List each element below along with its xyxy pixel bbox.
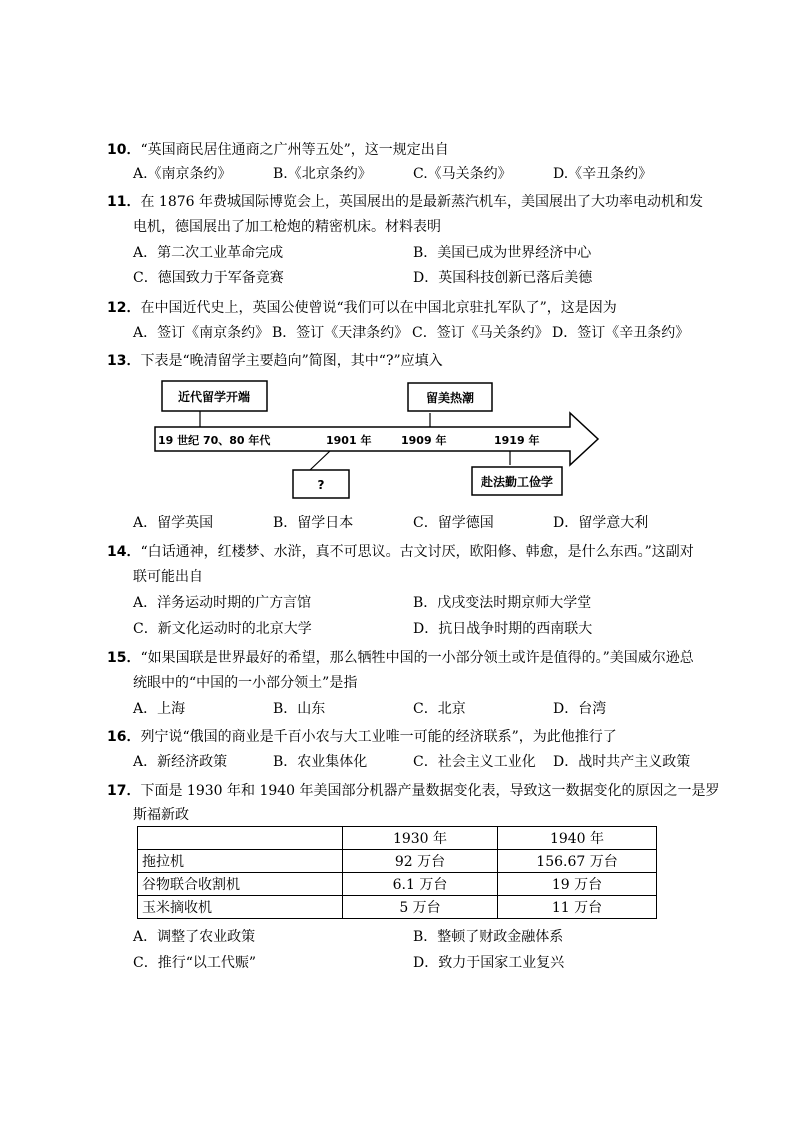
question-stem: “如果国联是世界最好的希望，那么牺牲中国的一小部分领土或许是值得的。”美国威尔逊总	[140, 650, 694, 666]
option-c[interactable]: C．新文化运动时的北京大学	[133, 621, 312, 637]
connector-q	[310, 451, 330, 470]
question-13	[107, 352, 443, 370]
timeline-label-start: 19 世纪 70、80 年代	[158, 434, 271, 447]
option-a[interactable]: A．调整了农业政策	[133, 929, 256, 945]
question-number: 13．	[107, 353, 141, 369]
option-c[interactable]: C．推行“以工代赈”	[133, 955, 257, 971]
option-a[interactable]: A．第二次工业革命完成	[133, 245, 284, 261]
option-a[interactable]: A.《南京条约》	[133, 166, 232, 182]
box-france-label: 赴法勤工俭学	[480, 475, 554, 489]
option-c[interactable]: C．社会主义工业化	[413, 754, 536, 770]
option-a[interactable]: A．签订《南京条约》	[133, 325, 270, 341]
table-cell: 19 万台	[498, 873, 657, 896]
table-cell: 156.67 万台	[498, 850, 657, 873]
timeline-label-1909: 1909 年	[401, 434, 447, 447]
option-a[interactable]: A．上海	[133, 701, 186, 717]
question-stem: “白话通神，红楼梦、水浒，真不可思议。古文讨厌，欧阳修、韩愈，是什么东西。”这副对	[140, 544, 694, 560]
question-stem: “英国商民居住通商之广州等五处”，这一规定出自	[140, 142, 449, 158]
table-header-cell	[138, 827, 343, 850]
question-17	[107, 782, 720, 800]
question-stem-cont: 斯福新政	[133, 807, 189, 823]
option-c[interactable]: C．北京	[413, 701, 466, 717]
table-header-cell: 1940 年	[498, 827, 657, 850]
table-cell: 11 万台	[498, 896, 657, 919]
option-d[interactable]: D.《辛丑条约》	[553, 166, 653, 182]
option-c[interactable]: C.《马关条约》	[413, 166, 512, 182]
option-b[interactable]: B．留学日本	[273, 515, 354, 531]
question-stem-cont: 统眼中的“中国的一小部分领土”是指	[133, 675, 358, 691]
option-b[interactable]: B．农业集体化	[273, 754, 368, 770]
question-number: 14．	[107, 544, 141, 560]
option-a[interactable]: A．新经济政策	[133, 754, 228, 770]
option-d[interactable]: D．台湾	[553, 701, 607, 717]
question-stem-cont: 联可能出自	[133, 569, 203, 585]
table-row	[138, 896, 657, 919]
option-c[interactable]: C．德国致力于军备竞赛	[133, 270, 284, 286]
table-header-row	[138, 827, 657, 850]
option-d[interactable]: D．英国科技创新已落后美德	[413, 270, 593, 286]
option-d[interactable]: D．签订《辛丑条约》	[552, 325, 690, 341]
option-b[interactable]: B．整顿了财政金融体系	[413, 929, 564, 945]
table-cell: 谷物联合收割机	[138, 873, 343, 896]
option-d[interactable]: D．致力于国家工业复兴	[413, 955, 565, 971]
table-cell: 92 万台	[343, 850, 498, 873]
table-header-cell: 1930 年	[343, 827, 498, 850]
table-cell: 6.1 万台	[343, 873, 498, 896]
question-16	[107, 728, 617, 746]
question-stem-cont: 电机，德国展出了加工枪炮的精密机床。材料表明	[133, 219, 441, 235]
option-c[interactable]: C．签订《马关条约》	[412, 325, 549, 341]
table-cell: 拖拉机	[138, 850, 343, 873]
question-14	[107, 543, 694, 561]
table-row	[138, 873, 657, 896]
question-stem: 下面是 1930 年和 1940 年美国部分机器产量数据变化表，导致这一数据变化的原因之一是罗	[140, 783, 720, 799]
option-b[interactable]: B．美国已成为世界经济中心	[413, 245, 592, 261]
timeline-label-1919: 1919 年	[494, 434, 540, 447]
question-number: 16．	[107, 729, 141, 745]
table-cell: 5 万台	[343, 896, 498, 919]
box-start-label: 近代留学开端	[177, 390, 251, 404]
box-us-label: 留美热潮	[425, 391, 475, 405]
question-12	[107, 299, 617, 317]
question-stem: 下表是“晚清留学主要趋向”简图，其中“?”应填入	[140, 353, 443, 369]
box-question-label: ?	[317, 478, 325, 492]
question-number: 11．	[107, 194, 141, 210]
question-number: 15．	[107, 650, 141, 666]
machine-output-table	[137, 826, 657, 919]
question-number: 10．	[107, 142, 141, 158]
question-15	[107, 649, 694, 667]
table-cell: 玉米摘收机	[138, 896, 343, 919]
option-b[interactable]: B．签订《天津条约》	[272, 325, 409, 341]
timeline-diagram	[150, 375, 610, 505]
question-stem: 在中国近代史上，英国公使曾说“我们可以在中国北京驻扎军队了”，这是因为	[140, 300, 617, 316]
option-d[interactable]: D．留学意大利	[553, 515, 649, 531]
question-stem: 列宁说“俄国的商业是千百小农与大工业唯一可能的经济联系”，为此他推行了	[140, 729, 617, 745]
option-b[interactable]: B.《北京条约》	[273, 166, 372, 182]
table-row	[138, 850, 657, 873]
option-b[interactable]: B．山东	[273, 701, 326, 717]
option-a[interactable]: A．留学英国	[133, 515, 214, 531]
option-d[interactable]: D．战时共产主义政策	[553, 754, 691, 770]
question-number: 12．	[107, 300, 141, 316]
option-d[interactable]: D．抗日战争时期的西南联大	[413, 621, 593, 637]
question-number: 17．	[107, 783, 141, 799]
question-stem: 在 1876 年费城国际博览会上，英国展出的是最新蒸汽机车，美国展出了大功率电动机和发	[140, 194, 704, 210]
question-10	[107, 141, 449, 159]
option-a[interactable]: A．洋务运动时期的广方言馆	[133, 595, 312, 611]
timeline-label-1901: 1901 年	[326, 434, 372, 447]
option-c[interactable]: C．留学德国	[413, 515, 494, 531]
option-b[interactable]: B．戊戌变法时期京师大学堂	[413, 595, 592, 611]
question-11	[107, 193, 703, 211]
